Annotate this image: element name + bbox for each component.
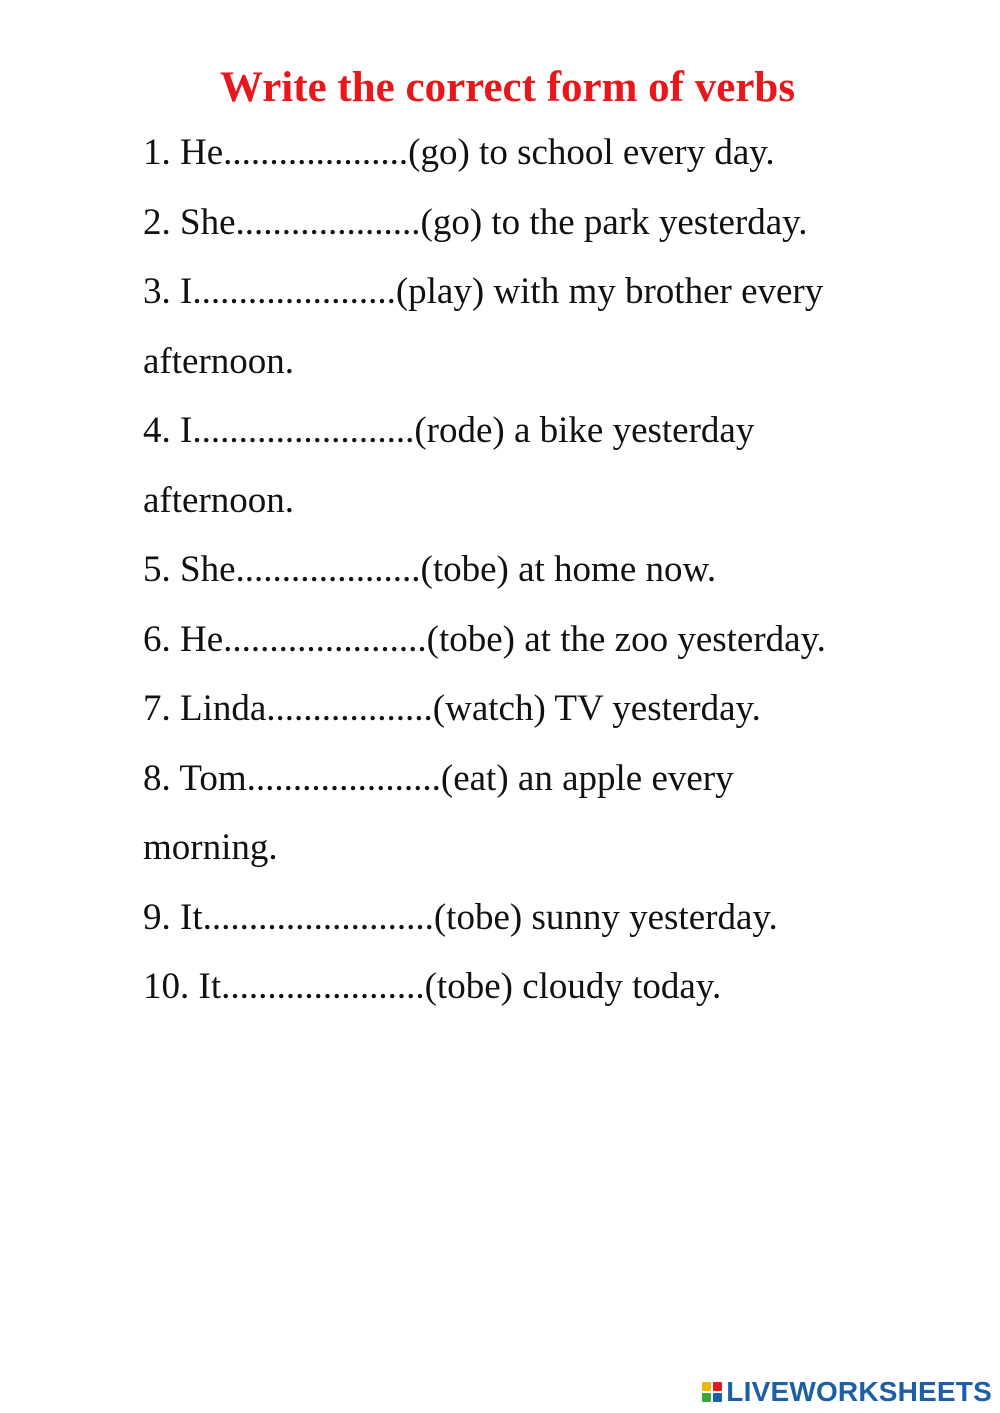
exercise-line: 7. Linda..................(watch) TV yesterday. — [143, 688, 761, 729]
logo-square-yellow — [702, 1382, 711, 1391]
logo-square-green — [702, 1393, 711, 1402]
exercise-line: morning. — [143, 827, 278, 868]
exercise-line: 6. He......................(tobe) at the zoo yesterday. — [143, 618, 826, 660]
logo-square-blue — [713, 1393, 722, 1402]
logo-square-red — [713, 1382, 722, 1391]
exercise-line: 1. He....................(go) to school every day. — [143, 132, 775, 173]
exercise-list — [143, 118, 943, 1022]
exercise-line: 10. It......................(tobe) cloudy today. — [143, 966, 722, 1007]
exercise-line: 2. She....................(go) to the park yesterday. — [143, 201, 808, 243]
exercise-line: 4. I........................(rode) a bike yesterday — [143, 410, 755, 451]
exercise-line: 9. It.........................(tobe) sunny yesterday. — [143, 896, 778, 938]
logo-text: LIVEWORKSHEETS — [726, 1376, 992, 1407]
exercise-line: 5. She....................(tobe) at home now. — [143, 549, 717, 590]
exercise-line: 8. Tom.....................(eat) an apple every — [143, 757, 734, 799]
exercise-line: afternoon. — [143, 479, 295, 521]
logo-mark-icon — [702, 1382, 722, 1402]
exercise-line: 3. I......................(play) with my brother every — [143, 271, 824, 312]
exercise-line: afternoon. — [143, 340, 295, 382]
worksheet-title: Write the correct form of verbs — [220, 64, 796, 111]
liveworksheets-logo[interactable] — [702, 1377, 992, 1407]
